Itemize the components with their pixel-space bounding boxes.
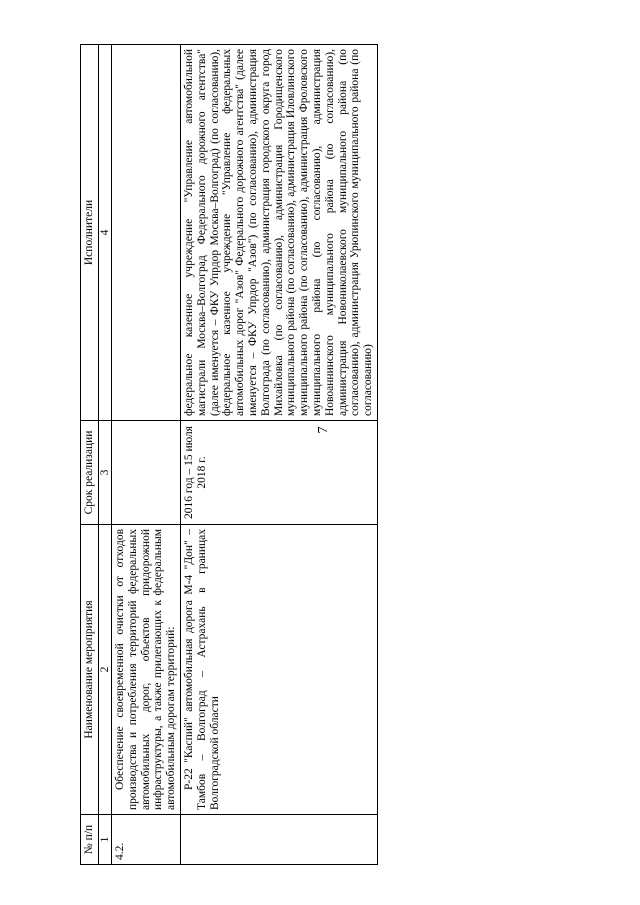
measures-table bbox=[80, 44, 378, 865]
measure-name bbox=[180, 525, 377, 815]
table-row bbox=[112, 45, 181, 865]
column-number-row bbox=[99, 45, 112, 865]
header-name: Наименование мероприятия bbox=[81, 525, 99, 815]
page-number: 7 bbox=[316, 426, 331, 434]
column-number: 4 bbox=[99, 45, 112, 421]
period-cell bbox=[112, 421, 181, 525]
header-executors: Исполнители bbox=[81, 45, 99, 421]
executors-cell: федеральное казенное учреждение "Управление автомобильной магистрали Москва–Волгоград Федерального дорожного агентства" (далее именуется – ФКУ Упрдор Москва–Волгоград) (по согласованию), федеральное казенное учреждение "Управление федеральных автомобильных дорог "Азов" Федерального дорожного агентства" (далее именуется – ФКУ Упрдор "Азов") (по согласованию), администрация Волгограда (по согласованию), администрация городского округа город Михайловка (по согласованию), администрация Городищенского муниципального района (по согласованию), администрация Иловлинского муниципального района (по согласованию), администрация Фроловского муниципального района (по согласованию), администрация Новоаннинского муниципального района (по согласованию), администрация Новониколаевского муниципального района (по согласованию), администрация Урюпинского муниципального района (по согласованию) bbox=[180, 45, 377, 421]
column-number: 3 bbox=[99, 421, 112, 525]
column-number: 1 bbox=[99, 815, 112, 865]
measure-name bbox=[112, 525, 181, 815]
row-number bbox=[180, 815, 377, 865]
header-no: № п/п bbox=[81, 815, 99, 865]
table-header-row bbox=[81, 45, 99, 865]
column-number: 2 bbox=[99, 525, 112, 815]
row-number: 4.2. bbox=[112, 815, 181, 865]
measure-name-text: Р-22 "Каспий" автомобильная дорога М-4 "Дон" – Тамбов – Волгоград – Астрахань в границах Волгоградской области bbox=[182, 529, 221, 810]
table-row bbox=[180, 45, 377, 865]
header-period: Срок реализации bbox=[81, 421, 99, 525]
period-cell: 2016 год – 15 июля 2018 г. bbox=[180, 421, 377, 525]
executors-cell bbox=[112, 45, 181, 421]
measure-name-text: Обеспечение своевременной очистки от отходов производства и потребления территорий федеральных автомобильных дорог, объектов придорожной инфраструктуры, а также прилегающих к федеральным автомобильным дорогам территорий: bbox=[114, 529, 178, 810]
